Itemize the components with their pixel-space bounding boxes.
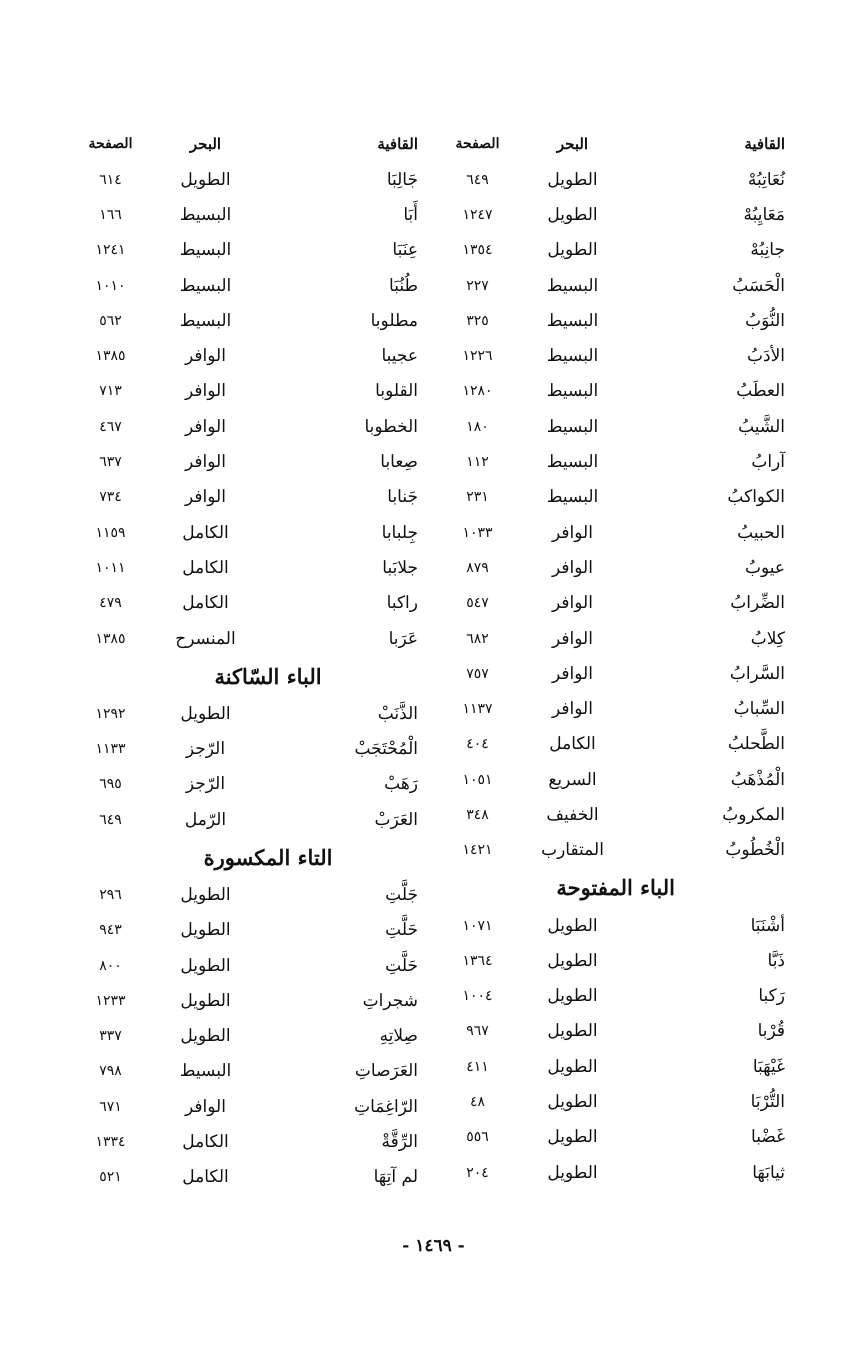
- page-cell: ١٣٥٤: [462, 242, 493, 259]
- page-cell: ١٣٨٥: [95, 348, 126, 365]
- index-row: [445, 1084, 785, 1119]
- index-row: [445, 197, 785, 232]
- page-number: - ١٤٦٩ -: [402, 1236, 465, 1256]
- meter-cell: البسيط: [546, 310, 599, 331]
- index-row: [78, 444, 418, 479]
- rhyme-cell: الرِّقَّةْ: [381, 1132, 418, 1153]
- page-cell: ٩٤٣: [99, 922, 122, 939]
- meter-cell: الوافر: [552, 557, 593, 578]
- index-row: [445, 586, 785, 621]
- page-cell: ١٦٦: [99, 206, 122, 223]
- page-cell: ٧١٣: [99, 383, 122, 400]
- index-row: [78, 1089, 418, 1124]
- index-row: [445, 762, 785, 797]
- rhyme-cell: الطَّحلبُ: [727, 734, 785, 755]
- page-cell: ٤٨: [469, 1094, 486, 1111]
- index-row: [445, 621, 785, 656]
- rhyme-cell: حَلَّتِ: [385, 955, 418, 976]
- meter-cell: الوافر: [185, 487, 226, 508]
- rhyme-cell: الذَّنَبْ: [377, 703, 418, 724]
- index-row: [445, 480, 785, 515]
- index-row: [78, 303, 418, 338]
- meter-cell: البسيط: [179, 240, 232, 261]
- rhyme-cell: مَعَايِبُهْ: [743, 204, 785, 225]
- rhyme-cell: جَالِبَا: [386, 169, 418, 190]
- meter-cell: الطويل: [180, 990, 231, 1011]
- meter-cell: المنسرح: [175, 628, 236, 649]
- meter-cell: البسيط: [546, 416, 599, 437]
- index-row: [445, 1155, 785, 1190]
- rhyme-cell: الْمُحْتَجَبْ: [354, 739, 418, 760]
- page-cell: ١٢٤٧: [462, 206, 493, 223]
- index-row: [445, 943, 785, 978]
- index-row: [445, 1049, 785, 1084]
- rhyme-header: القافية: [377, 135, 418, 153]
- index-row: [78, 374, 418, 409]
- page-cell: ٤١١: [466, 1058, 489, 1075]
- rhyme-cell: قُرْبا: [757, 1021, 785, 1042]
- rhyme-cell: العطَبُ: [736, 381, 785, 402]
- rhyme-cell: الحبيبُ: [737, 522, 785, 543]
- page-cell: ١٣٣٤: [95, 1134, 126, 1151]
- page-cell: ٦٤٩: [466, 171, 489, 188]
- meter-cell: الطويل: [547, 169, 598, 190]
- section-heading: التاء المكسورة: [203, 844, 333, 870]
- page-cell: ١٠٧١: [462, 917, 493, 934]
- page-cell: ١١٣٧: [462, 701, 493, 718]
- meter-cell: الطويل: [180, 884, 231, 905]
- meter-cell: الطويل: [547, 950, 598, 971]
- meter-cell: الطويل: [547, 1092, 598, 1113]
- page-cell: ٤٠٤: [466, 736, 489, 753]
- meter-cell: البسيط: [546, 346, 599, 367]
- meter-cell: الوافر: [185, 346, 226, 367]
- meter-cell: البسيط: [546, 487, 599, 508]
- page-cell: ٧٣٤: [99, 489, 122, 506]
- index-row: [445, 515, 785, 550]
- rhyme-cell: العَرَصاتِ: [354, 1061, 418, 1082]
- index-row: [445, 908, 785, 943]
- page-cell: ٣٢٥: [466, 312, 489, 329]
- index-row: [78, 696, 418, 731]
- index-row: [78, 767, 418, 802]
- page-cell: ٦٤٩: [99, 811, 122, 828]
- page-cell: ٧٩٨: [99, 1063, 122, 1080]
- page-cell: ٢٢٧: [466, 277, 489, 294]
- meter-cell: الوافر: [185, 452, 226, 473]
- page-cell: ١٢٩٢: [95, 705, 126, 722]
- meter-cell: البسيط: [179, 275, 232, 296]
- rhyme-cell: عِنَبَا: [392, 240, 418, 261]
- meter-cell: الخفيف: [546, 804, 599, 825]
- index-row: [78, 586, 418, 621]
- meter-cell: الطويل: [180, 920, 231, 941]
- index-row: [445, 268, 785, 303]
- rhyme-cell: عَرَبا: [388, 628, 418, 649]
- rhyme-cell: جَلَّتِ: [385, 884, 418, 905]
- index-row: [445, 797, 785, 832]
- rhyme-cell: نُعَاتِبُهْ: [747, 169, 785, 190]
- section-heading: الباء السّاكنة: [214, 663, 322, 689]
- rhyme-cell: صِلاتِهِ: [379, 1026, 418, 1047]
- index-row: [78, 338, 418, 373]
- rhyme-cell: الرّاغِمَاتِ: [354, 1096, 418, 1117]
- rhyme-cell: أَبَا: [403, 204, 418, 225]
- meter-cell: الطويل: [180, 169, 231, 190]
- index-row: [78, 983, 418, 1018]
- index-row: [445, 303, 785, 338]
- meter-cell: الطويل: [547, 1021, 598, 1042]
- rhyme-cell: كِلابُ: [750, 628, 785, 649]
- page-cell: ١١٢: [466, 454, 489, 471]
- index-row: [445, 444, 785, 479]
- page-cell: ٧٥٧: [466, 665, 489, 682]
- index-row: [445, 656, 785, 691]
- index-row: [78, 1019, 418, 1054]
- page-cell: ١٢٤١: [95, 242, 126, 259]
- meter-cell: الرّجز: [185, 739, 226, 760]
- index-row: [78, 621, 418, 656]
- page-cell: ٢٣١: [466, 489, 489, 506]
- page-cell: ٤٧٩: [99, 595, 122, 612]
- meter-cell: الكامل: [182, 522, 229, 543]
- rhyme-cell: رَكبا: [758, 986, 785, 1007]
- page-cell: ٨٠٠: [99, 957, 122, 974]
- meter-cell: الطويل: [180, 1026, 231, 1047]
- meter-cell: الوافر: [552, 663, 593, 684]
- index-row: [78, 877, 418, 912]
- page-cell: ٩٦٧: [466, 1023, 489, 1040]
- index-row: [78, 409, 418, 444]
- rhyme-cell: رَهَبْ: [384, 774, 418, 795]
- index-row: [445, 338, 785, 373]
- rhyme-cell: جَنابا: [387, 487, 418, 508]
- meter-cell: الطويل: [547, 204, 598, 225]
- page-cell: ٥٥٦: [466, 1129, 489, 1146]
- index-row: [445, 409, 785, 444]
- meter-cell: الطويل: [547, 1162, 598, 1183]
- meter-cell: الكامل: [182, 1167, 229, 1188]
- page-cell: ٨٧٩: [466, 559, 489, 576]
- rhyme-header: القافية: [744, 135, 785, 153]
- index-row: [78, 802, 418, 837]
- meter-cell: الرّمل: [184, 809, 227, 830]
- rhyme-cell: السَّرابُ: [729, 663, 785, 684]
- meter-cell: الوافر: [185, 1096, 226, 1117]
- page-cell: ١٠١١: [95, 559, 126, 576]
- meter-header: البحر: [189, 135, 222, 153]
- page-cell: ١٢٣٣: [95, 992, 126, 1009]
- rhyme-cell: راكبا: [386, 593, 418, 614]
- rhyme-cell: آرابُ: [751, 452, 785, 473]
- rhyme-cell: السِّبابُ: [733, 699, 785, 720]
- meter-cell: الطويل: [547, 1127, 598, 1148]
- page-cell: ١١٥٩: [95, 524, 126, 541]
- meter-cell: الوافر: [552, 628, 593, 649]
- meter-cell: الوافر: [552, 522, 593, 543]
- index-row: [445, 1014, 785, 1049]
- left-header: [78, 126, 418, 162]
- index-row: [78, 913, 418, 948]
- index-row: [445, 374, 785, 409]
- page-cell: ٢٩٦: [99, 886, 122, 903]
- meter-cell: الطويل: [547, 986, 598, 1007]
- meter-cell: البسيط: [546, 275, 599, 296]
- index-row: [445, 727, 785, 762]
- rhyme-cell: طُنُبَا: [389, 275, 418, 296]
- index-row: [445, 233, 785, 268]
- index-row: [445, 550, 785, 585]
- index-row: [78, 197, 418, 232]
- meter-cell: الطويل: [547, 1056, 598, 1077]
- index-row: [78, 1054, 418, 1089]
- index-row: [78, 480, 418, 515]
- page-cell: ٥٦٢: [99, 312, 122, 329]
- meter-cell: الوافر: [185, 416, 226, 437]
- meter-cell: الكامل: [182, 557, 229, 578]
- left-column: [78, 126, 418, 1195]
- rhyme-cell: الْخُطُوبُ: [725, 840, 785, 861]
- index-row: [78, 268, 418, 303]
- rhyme-cell: القلوبا: [375, 381, 418, 402]
- page-cell: ١٠٥١: [462, 771, 493, 788]
- rhyme-cell: العَرَبْ: [374, 809, 418, 830]
- meter-cell: الطويل: [180, 955, 231, 976]
- meter-cell: الكامل: [182, 593, 229, 614]
- index-row: [78, 948, 418, 983]
- page-cell: ١٠٠٤: [462, 988, 493, 1005]
- meter-cell: الرّجز: [185, 774, 226, 795]
- rhyme-cell: الشَّيبُ: [738, 416, 785, 437]
- rhyme-cell: عجيبا: [381, 346, 418, 367]
- page-cell: ١٠٣٣: [462, 524, 493, 541]
- meter-cell: الوافر: [552, 593, 593, 614]
- rhyme-cell: جلابَبا: [382, 557, 418, 578]
- rhyme-cell: ثيابَهَا: [752, 1162, 785, 1183]
- index-row: [78, 233, 418, 268]
- page-cell: ٦٧١: [99, 1098, 122, 1115]
- rhyme-cell: لم آتِهَا: [373, 1167, 418, 1188]
- meter-cell: البسيط: [179, 204, 232, 225]
- page-cell: ١٢٢٦: [462, 348, 493, 365]
- meter-cell: البسيط: [546, 381, 599, 402]
- rhyme-cell: الكواكبُ: [727, 487, 785, 508]
- meter-cell: الطويل: [547, 240, 598, 261]
- rhyme-cell: الأدَبُ: [747, 346, 785, 367]
- section-heading: الباء المفتوحة: [556, 875, 675, 901]
- rhyme-cell: الخطوبا: [364, 416, 418, 437]
- page-cell: ٦٨٢: [466, 630, 489, 647]
- rhyme-cell: المكروبُ: [722, 804, 785, 825]
- page-cell: ٦٣٧: [99, 454, 122, 471]
- meter-cell: الكامل: [182, 1132, 229, 1153]
- page-cell: ١٣٦٤: [462, 952, 493, 969]
- right-column: [445, 126, 785, 1190]
- page-cell: ١٣٨٥: [95, 630, 126, 647]
- meter-cell: الطويل: [180, 703, 231, 724]
- page-cell: ١٨٠: [466, 418, 489, 435]
- meter-cell: الوافر: [552, 699, 593, 720]
- right-rows: [445, 162, 785, 1190]
- index-row: [445, 979, 785, 1014]
- rhyme-cell: الضِّرابُ: [730, 593, 785, 614]
- page-cell: ١٢٨٠: [462, 383, 493, 400]
- page-cell: ٣٤٨: [466, 806, 489, 823]
- meter-cell: البسيط: [179, 1061, 232, 1082]
- rhyme-cell: جانِبُهْ: [750, 240, 785, 261]
- page-cell: ٤٦٧: [99, 418, 122, 435]
- rhyme-cell: عيوبُ: [744, 557, 785, 578]
- meter-cell: الكامل: [549, 734, 596, 755]
- index-row: [445, 833, 785, 868]
- page-cell: ٣٣٧: [99, 1028, 122, 1045]
- rhyme-cell: التُّرْبَا: [750, 1092, 785, 1113]
- meter-cell: السريع: [548, 769, 597, 790]
- rhyme-cell: أشْنَبَا: [750, 915, 785, 936]
- index-row: [445, 1120, 785, 1155]
- index-row: [445, 162, 785, 197]
- index-row: [78, 1160, 418, 1195]
- meter-cell: البسيط: [546, 452, 599, 473]
- page-cell: ٥٤٧: [466, 595, 489, 612]
- rhyme-cell: ذَبَّا: [767, 950, 785, 971]
- rhyme-cell: غَيْهَبَا: [752, 1056, 785, 1077]
- page-header: الصفحة: [455, 136, 500, 152]
- page-header: الصفحة: [88, 136, 133, 152]
- rhyme-cell: غَضْبا: [751, 1127, 785, 1148]
- index-row: [78, 1124, 418, 1159]
- page-cell: ٦٩٥: [99, 776, 122, 793]
- index-row: [78, 731, 418, 766]
- page-cell: ١٤٢١: [462, 842, 493, 859]
- meter-cell: الطويل: [547, 915, 598, 936]
- right-header: [445, 126, 785, 162]
- index-row: [445, 691, 785, 726]
- rhyme-cell: الْحَسَبُ: [732, 275, 785, 296]
- index-row: [78, 550, 418, 585]
- index-row: [78, 162, 418, 197]
- rhyme-cell: حَلَّتِ: [385, 920, 418, 941]
- meter-cell: الوافر: [185, 381, 226, 402]
- rhyme-cell: صِعابا: [380, 452, 418, 473]
- page-cell: ٢٠٤: [466, 1164, 489, 1181]
- page-cell: ٦١٤: [99, 171, 122, 188]
- rhyme-cell: شجراتِ: [362, 990, 418, 1011]
- rhyme-cell: النُّوَبُ: [745, 310, 785, 331]
- left-rows: [78, 162, 418, 1195]
- meter-header: البحر: [556, 135, 589, 153]
- page-cell: ١١٣٣: [95, 741, 126, 758]
- rhyme-cell: جِلبابا: [381, 522, 418, 543]
- index-row: [78, 515, 418, 550]
- rhyme-cell: مطلوبا: [370, 310, 418, 331]
- meter-cell: المتقارب: [541, 840, 604, 861]
- page-cell: ١٠١٠: [95, 277, 126, 294]
- meter-cell: البسيط: [179, 310, 232, 331]
- rhyme-cell: الْمُذْهَبُ: [730, 769, 785, 790]
- page-cell: ٥٢١: [99, 1169, 122, 1186]
